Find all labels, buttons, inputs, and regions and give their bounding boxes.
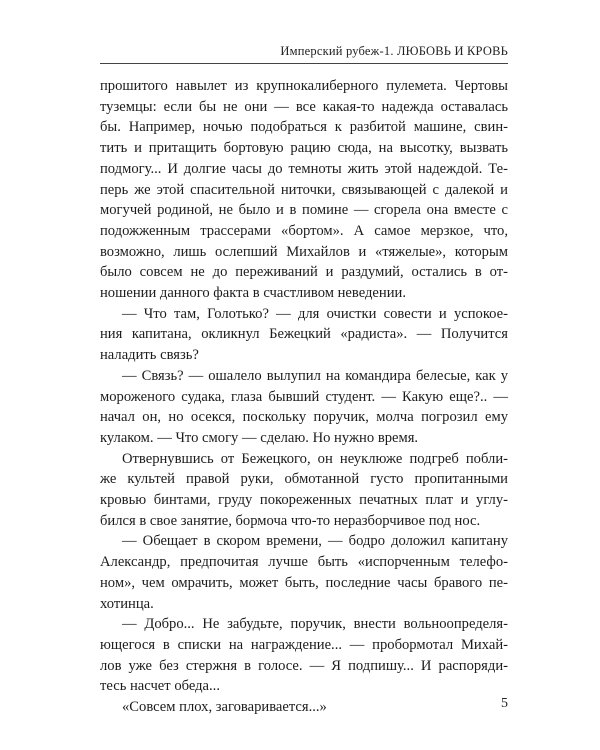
text-line: начал он, но осекся, поскольку поручик, молча погрозил ему [100,409,508,426]
text-line: — Обещает в скором времени, — бодро доложил капитану [122,533,508,550]
text-line: тесь насчет обеда... [100,678,220,695]
text-line: туземцы: если бы не они — все какая-то надежда оставалась [100,98,508,115]
text-line: ния капитана, окликнул Бежецкий «радиста». — Получится [100,326,508,343]
text-line: кровью бинтами, груду покореженных печатных плат и углу- [100,492,508,509]
text-line: ющегося в списки на награждение... — пробормотал Михай- [100,636,508,653]
page-body [100,76,508,718]
text-line: тить и притащить бортовую рацию сюда, на высотку, вызвать [100,140,508,157]
paragraph [100,76,508,304]
text-line: подмогу... И долгие часы до темноты жить этой надеждой. Те- [100,160,508,177]
text-line: ном», чем омрачить, может быть, последние часы бравого пе- [100,574,508,591]
text-line: возможно, лишь ослепший Михайлов и «тяжелые», которым [100,243,508,260]
header-rule [100,63,508,64]
text-line: прошитого навылет из крупнокалиберного пулемета. Чертовы [100,78,508,94]
text-line: было совсем не до переживаний и раздумий, остались в от- [100,264,508,281]
paragraph [100,614,508,697]
text-line: бы. Например, ночью подобраться к разбитой машине, свин- [100,119,508,136]
paragraph [100,366,508,449]
text-line: перь же этой спасительной ниточки, связывающей с далекой и [100,181,508,198]
text-line: подожженным трассерами «бортом». А самое мерзкое, что, [100,222,508,239]
running-head: Имперский рубеж-1. ЛЮБОВЬ И КРОВЬ [280,44,508,58]
text-line: Александр, предпочитая лучше быть «испорченным телефо- [100,554,508,571]
text-line: «Совсем плох, заговаривается...» [122,699,327,716]
paragraph [100,304,508,366]
text-line: наладить связь? [100,347,199,364]
text-line: же культей правой руки, обмотанной густо пропитанными [100,471,508,488]
text-line: Отвернувшись от Бежецкого, он неуклюже подгреб побли- [122,450,508,467]
text-line: — Связь? — ошалело вылупил на командира белесые, как у [122,367,508,384]
paragraph [100,531,508,614]
paragraph [100,449,508,532]
text-line: лов уже без стержня в голосе. — Я подпишу... И распоряди- [100,657,508,674]
text-line: могучей родиной, не было и в помине — сгорела она вместе с [100,202,508,219]
text-line: кулаком. — Что смогу — сделаю. Но нужно время. [100,429,419,446]
text-line: мороженого судака, глаза бывший студент. — Какую еще?.. — [100,388,508,405]
page-number: 5 [501,696,508,711]
text-line: — Что там, Голотько? — для очистки совести и успокое- [122,305,508,322]
text-line: бился в свое занятие, бормоча что-то неразборчивое под нос. [100,512,481,529]
text-line: — Добро... Не забудьте, поручик, внести вольноопределя- [122,616,508,633]
text-line: хотинца. [100,595,154,612]
text-line: ношении данного факта в счастливом неведении. [100,285,406,302]
